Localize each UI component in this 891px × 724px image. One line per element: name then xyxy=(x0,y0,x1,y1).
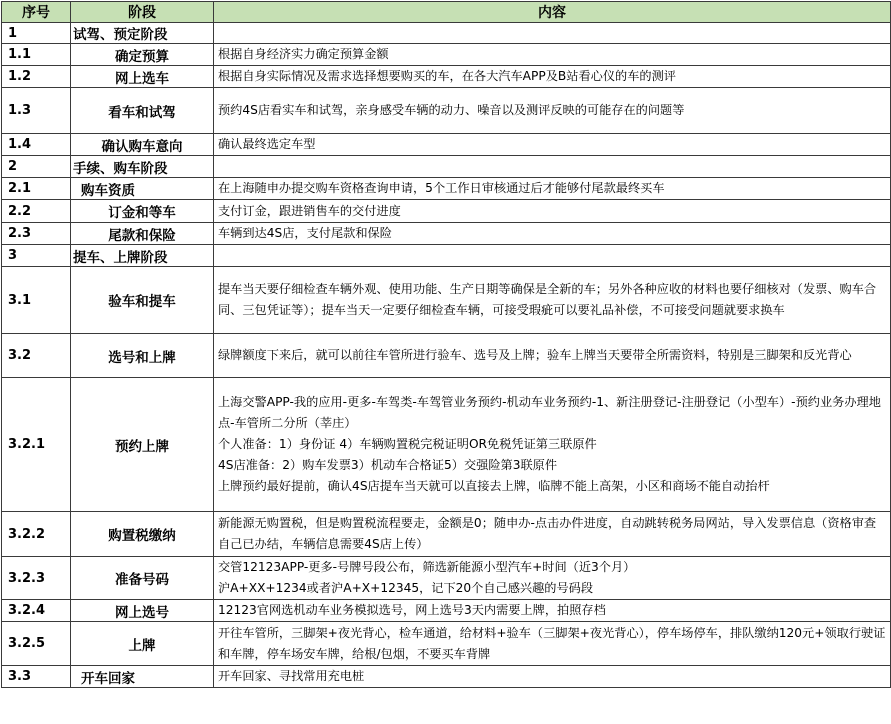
header-index: 序号 xyxy=(2,2,71,23)
row-stage: 验车和提车 xyxy=(71,267,214,334)
row-index: 2.3 xyxy=(2,223,71,245)
row-stage: 选号和上牌 xyxy=(71,334,214,378)
table-header-row xyxy=(2,2,891,23)
row-content: 交管12123APP-更多-号牌号段公布，筛选新能源小型汽车+时间（近3个月） 沪A+XX+1234或者沪A+X+12345，记下20个自己感兴趣的号码段 xyxy=(214,557,891,600)
header-stage: 阶段 xyxy=(71,2,214,23)
row-content: 根据自身实际情况及需求选择想要购买的车，在各大汽车APP及B站看心仪的车的测评 xyxy=(214,66,891,88)
row-index: 3.2.1 xyxy=(2,378,71,512)
table-row xyxy=(2,267,891,334)
row-index: 3 xyxy=(2,245,71,267)
row-content: 12123官网选机动车业务模拟选号，网上选号3天内需要上牌，拍照存档 xyxy=(214,600,891,622)
table-row xyxy=(2,512,891,557)
row-index: 3.2.4 xyxy=(2,600,71,622)
table-row xyxy=(2,134,891,156)
row-index: 3.1 xyxy=(2,267,71,334)
row-stage: 试驾、预定阶段 xyxy=(71,23,214,44)
row-index: 3.2.2 xyxy=(2,512,71,557)
row-content: 提车当天要仔细检查车辆外观、使用功能、生产日期等确保是全新的车；另外各种应收的材料也要仔细核对（发票、购车合同、三包凭证等）；提车当天一定要仔细检查车辆，可接受瑕疵可以要礼品补偿，不可接受问题就要求换车 xyxy=(214,267,891,334)
row-stage: 确定预算 xyxy=(71,44,214,66)
row-stage: 看车和试驾 xyxy=(71,88,214,134)
row-stage: 购置税缴纳 xyxy=(71,512,214,557)
row-content: 根据自身经济实力确定预算金额 xyxy=(214,44,891,66)
table-row xyxy=(2,557,891,600)
row-stage: 购车资质 xyxy=(71,178,214,200)
row-index: 2 xyxy=(2,156,71,178)
purchase-steps-table xyxy=(1,1,891,688)
row-stage: 订金和等车 xyxy=(71,200,214,223)
row-content: 在上海随申办提交购车资格查询申请，5个工作日审核通过后才能够付尾款最终买车 xyxy=(214,178,891,200)
row-content xyxy=(214,245,891,267)
row-index: 1.4 xyxy=(2,134,71,156)
row-content: 支付订金，跟进销售车的交付进度 xyxy=(214,200,891,223)
row-index: 1 xyxy=(2,23,71,44)
table-row xyxy=(2,23,891,44)
row-content: 预约4S店看实车和试驾，亲身感受车辆的动力、噪音以及测评反映的可能存在的问题等 xyxy=(214,88,891,134)
row-index: 2.1 xyxy=(2,178,71,200)
row-stage: 确认购车意向 xyxy=(71,134,214,156)
row-index: 1.1 xyxy=(2,44,71,66)
row-content: 确认最终选定车型 xyxy=(214,134,891,156)
row-stage: 开车回家 xyxy=(71,666,214,688)
row-content: 开车回家、寻找常用充电桩 xyxy=(214,666,891,688)
table-row xyxy=(2,622,891,666)
row-stage: 手续、购车阶段 xyxy=(71,156,214,178)
table-row xyxy=(2,66,891,88)
row-index: 3.3 xyxy=(2,666,71,688)
row-content: 新能源无购置税，但是购置税流程要走，金额是0；随申办-点击办件进度，自动跳转税务局网站，导入发票信息（资格审查自己已办结，车辆信息需要4S店上传） xyxy=(214,512,891,557)
row-stage: 准备号码 xyxy=(71,557,214,600)
row-stage: 预约上牌 xyxy=(71,378,214,512)
table-row xyxy=(2,156,891,178)
row-index: 1.2 xyxy=(2,66,71,88)
row-index: 1.3 xyxy=(2,88,71,134)
table-row xyxy=(2,666,891,688)
table-row xyxy=(2,600,891,622)
row-stage: 上牌 xyxy=(71,622,214,666)
table-row xyxy=(2,223,891,245)
row-stage: 提车、上牌阶段 xyxy=(71,245,214,267)
header-content: 内容 xyxy=(214,2,891,23)
row-stage: 网上选号 xyxy=(71,600,214,622)
row-content xyxy=(214,23,891,44)
table-row xyxy=(2,200,891,223)
row-content: 上海交警APP-我的应用-更多-车驾类-车驾管业务预约-机动车业务预约-1、新注册登记-注册登记（小型车）-预约业务办理地点-车管所二分所（莘庄） 个人准备：1）身份证 4）车辆购置税完税证明OR免税凭证第三联原件 4S店准备：2）购车发票3）机动车合格证5）交强险第3联原件 上牌预约最好提前，确认4S店提车当天就可以直接去上牌，临牌不能上高架，小区和商场不能自动抬杆 xyxy=(214,378,891,512)
table-row xyxy=(2,245,891,267)
table-row xyxy=(2,88,891,134)
row-content: 开往车管所，三脚架+夜光背心，检车通道，给材料+验车（三脚架+夜光背心），停车场停车，排队缴纳120元+领取行驶证和车牌，停车场安车牌，给根/包烟，不要买车背牌 xyxy=(214,622,891,666)
row-index: 3.2.5 xyxy=(2,622,71,666)
row-stage: 网上选车 xyxy=(71,66,214,88)
table-row xyxy=(2,378,891,512)
row-content: 车辆到达4S店，支付尾款和保险 xyxy=(214,223,891,245)
table-row xyxy=(2,334,891,378)
row-index: 2.2 xyxy=(2,200,71,223)
row-content xyxy=(214,156,891,178)
row-index: 3.2 xyxy=(2,334,71,378)
row-index: 3.2.3 xyxy=(2,557,71,600)
table-row xyxy=(2,44,891,66)
row-content: 绿牌额度下来后，就可以前往车管所进行验车、选号及上牌；验车上牌当天要带全所需资料，特别是三脚架和反光背心 xyxy=(214,334,891,378)
table-row xyxy=(2,178,891,200)
row-stage: 尾款和保险 xyxy=(71,223,214,245)
